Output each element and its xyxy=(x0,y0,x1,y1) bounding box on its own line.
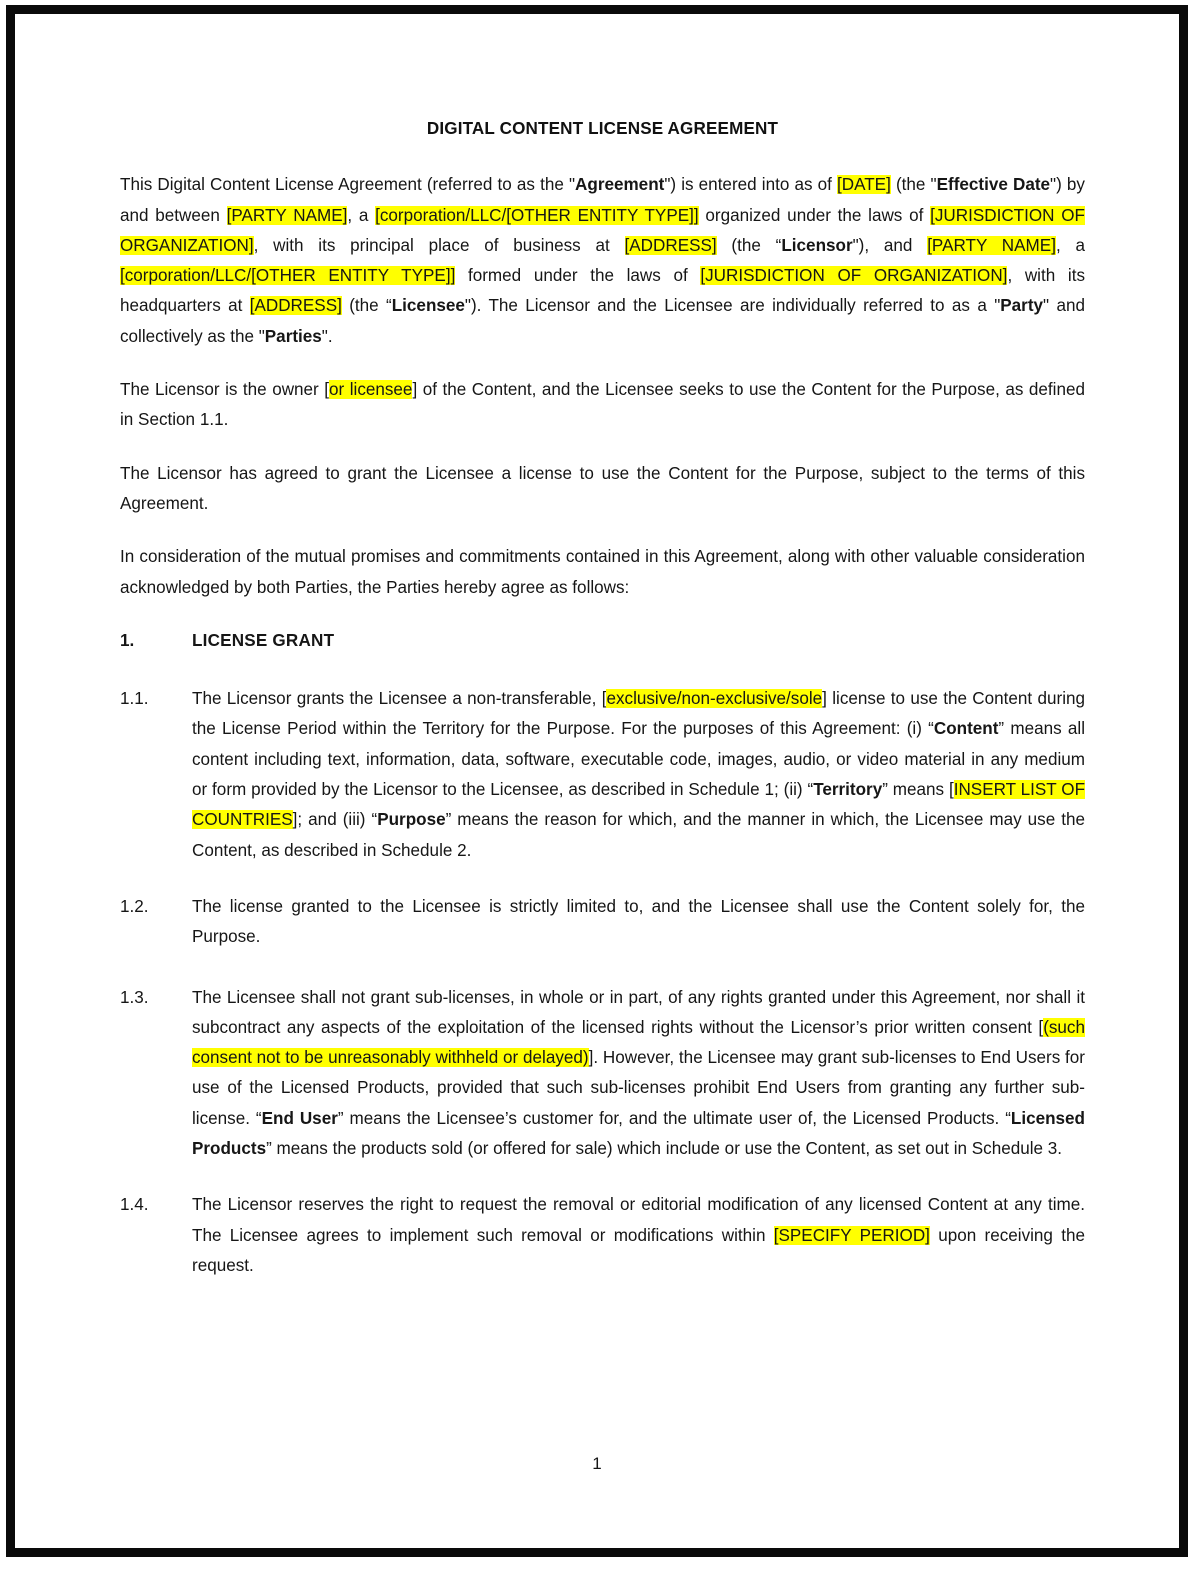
term-agreement: Agreement xyxy=(575,175,665,195)
clause-number: 1.1. xyxy=(120,689,149,709)
document-page-frame xyxy=(6,5,1188,1557)
placeholder-specify-period: [SPECIFY PERIOD] xyxy=(773,1225,930,1245)
document-body xyxy=(120,114,1085,1307)
preamble-text: ") by and between xyxy=(120,175,1085,225)
placeholder-jurisdiction-2: [JURISDICTION OF ORGANIZATION] xyxy=(700,266,1008,286)
term-licensed-products: Licensed Products xyxy=(192,1108,1085,1159)
term-parties: Parties xyxy=(264,326,322,346)
clause-text-run: ” means all content including text, information, data, software, executable code, images, audio, or video material in any medium or form provided by the Licensor to the Licensee, as described in Schedule 1; (ii) “ xyxy=(192,719,1085,800)
clause-text-run: ]; and (iii) “ xyxy=(292,810,378,830)
clause-number: 1.2. xyxy=(120,896,149,916)
clause-text-run: ] license to use the Content during the License Period within the Territory for the Purpose. For the purposes of this Agreement: (i) “ xyxy=(192,689,1086,739)
preamble-paragraph-4 xyxy=(120,542,1085,603)
section-number: 1. xyxy=(120,630,135,650)
page-title: DIGITAL CONTENT LICENSE AGREEMENT xyxy=(426,119,779,138)
placeholder-jurisdiction-1: [JURISDICTION OF ORGANIZATION] xyxy=(120,205,1085,255)
preamble-text: , with its headquarters at xyxy=(120,266,1085,316)
clause-1-2 xyxy=(120,892,1085,953)
section-heading-1 xyxy=(120,626,1085,656)
preamble-paragraph-1 xyxy=(120,170,1085,352)
clause-number: 1.3. xyxy=(120,987,149,1007)
term-territory: Territory xyxy=(813,780,883,800)
preamble-text: "). The Licensor and the Licensee are individually referred to as a " xyxy=(464,296,1001,316)
preamble-text: (the “ xyxy=(716,235,782,255)
placeholder-entity-type-1: [corporation/LLC/[OTHER ENTITY TYPE]] xyxy=(375,205,699,225)
preamble-text: organized under the laws of xyxy=(698,205,931,225)
preamble-text: (the “ xyxy=(341,296,392,316)
preamble-text: formed under the laws of xyxy=(455,266,701,286)
preamble-text: The Licensor is the owner [ xyxy=(120,380,330,400)
placeholder-country-list: INSERT LIST OF COUNTRIES xyxy=(192,780,1086,830)
clause-text-run: The Licensor reserves the right to request the removal or editorial modification of any licensed Content at any time. The Licensee agrees to implement such removal or modifications within xyxy=(192,1195,1085,1245)
clause-1-3 xyxy=(120,983,1085,1165)
preamble-text: , a xyxy=(1055,235,1085,255)
term-end-user: End User xyxy=(261,1108,338,1128)
placeholder-address-2: [ADDRESS] xyxy=(249,296,342,316)
placeholder-exclusivity: exclusive/non-exclusive/sole xyxy=(606,689,823,709)
preamble-text: , a xyxy=(347,205,376,225)
preamble-text: ". xyxy=(321,326,333,346)
clause-text xyxy=(192,1190,1085,1281)
page-number: 1 xyxy=(592,1454,602,1473)
term-licensee: Licensee xyxy=(391,296,465,316)
term-party: Party xyxy=(1000,296,1044,316)
term-purpose: Purpose xyxy=(377,810,446,830)
clause-text xyxy=(192,892,1085,953)
placeholder-consent-proviso: (such consent not to be unreasonably withheld or delayed) xyxy=(192,1017,1085,1068)
clause-text-run: upon receiving the request. xyxy=(192,1225,1085,1275)
clause-number: 1.4. xyxy=(120,1195,149,1215)
clause-1-1 xyxy=(120,684,1085,866)
preamble-text: In consideration of the mutual promises and commitments contained in this Agreement, along with other valuable consideration acknowledged by both Parties, the Parties hereby agree as follows: xyxy=(120,547,1085,597)
placeholder-party-name-1: [PARTY NAME] xyxy=(226,205,348,225)
clause-text-run: The Licensee shall not grant sub-licenses, in whole or in part, of any rights granted under this Agreement, nor shall it subcontract any aspects of the exploitation of the licensed rights without the Licensor’s prior written consent [ xyxy=(192,987,1085,1037)
clause-text-run: The license granted to the Licensee is strictly limited to, and the Licensee shall use the Content solely for, the Purpose. xyxy=(192,896,1085,947)
clause-text-run: ” means the Licensee’s customer for, and the ultimate user of, the Licensed Products. “ xyxy=(337,1108,1011,1128)
preamble-text: " and collectively as the " xyxy=(120,296,1085,346)
term-content: Content xyxy=(933,719,999,739)
preamble-paragraph-3 xyxy=(120,459,1085,520)
clause-text-run: ]. However, the Licensee may grant sub-licenses to End Users for use of the Licensed Products, provided that such sub-licenses prohibit End Users from granting any further sub-license. “ xyxy=(192,1048,1085,1128)
placeholder-party-name-2: [PARTY NAME] xyxy=(927,235,1056,255)
clause-text xyxy=(192,983,1085,1165)
term-effective-date: Effective Date xyxy=(936,175,1051,195)
term-licensor: Licensor xyxy=(781,235,853,255)
section-title: LICENSE GRANT xyxy=(192,630,335,650)
clause-text-run: ” means the reason for which, and the manner in which, the Licensee may use the Content, as described in Schedule 2. xyxy=(192,810,1085,860)
placeholder-or-licensee: or licensee xyxy=(329,380,413,400)
preamble-text: ] of the Content, and the Licensee seeks to use the Content for the Purpose, as defined in Section 1.1. xyxy=(120,380,1085,430)
preamble-text: ") is entered into as of xyxy=(664,175,838,195)
placeholder-address-1: [ADDRESS] xyxy=(624,235,717,255)
preamble-text: "), and xyxy=(852,235,928,255)
clause-text xyxy=(192,684,1085,866)
preamble-text: (the " xyxy=(890,175,937,195)
clause-text-run: The Licensor grants the Licensee a non-transferable, [ xyxy=(192,689,607,709)
clause-text-run: ” means the products sold (or offered for sale) which include or use the Content, as set out in Schedule 3. xyxy=(266,1139,1063,1159)
preamble-text: The Licensor has agreed to grant the Licensee a license to use the Content for the Purpose, subject to the terms of this Agreement. xyxy=(120,463,1085,513)
placeholder-entity-type-2: [corporation/LLC/[OTHER ENTITY TYPE]] xyxy=(120,266,456,286)
preamble-text: This Digital Content License Agreement (referred to as the " xyxy=(120,175,576,195)
document-page xyxy=(15,14,1179,1548)
placeholder-date: [DATE] xyxy=(837,175,891,195)
preamble-text: , with its principal place of business at xyxy=(253,235,625,255)
preamble-paragraph-2 xyxy=(120,375,1085,436)
clause-text-run: ” means [ xyxy=(882,780,954,800)
clause-1-4 xyxy=(120,1190,1085,1281)
